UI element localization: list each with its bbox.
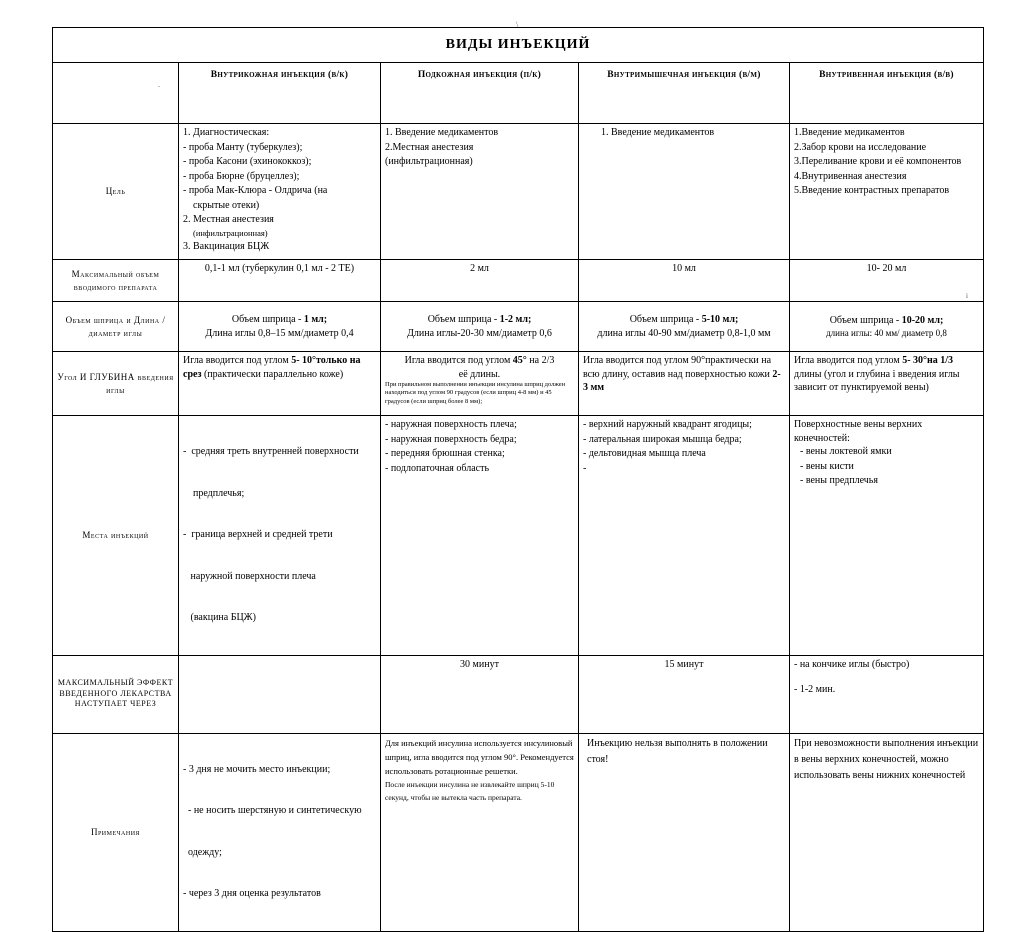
effect-intradermal <box>179 655 381 733</box>
list-item: - проба Бюрне (бруцеллез); <box>183 170 300 182</box>
angle-text: Игла вводится под углом 90°практически на всю длину, оставив над поверхностью кожи <box>583 355 773 380</box>
list-item: наружной поверхности плеча <box>183 570 316 582</box>
list-item: (вакцина БЦЖ) <box>183 612 256 623</box>
angle-value: 45° <box>512 355 527 366</box>
column-header: Внутримышечная инъекция (в/м) <box>579 63 790 124</box>
angle-text: на 2/3 <box>526 355 555 366</box>
angle-text: Игла вводится под углом <box>404 355 513 366</box>
list-item: 2. Местная анестезия <box>183 214 274 225</box>
angle-subcutaneous <box>381 352 579 416</box>
angle-intramuscular <box>579 352 790 416</box>
syringe-intramuscular <box>579 302 790 352</box>
needle-size: длина иглы 40-90 мм/диаметр 0,8-1,0 мм <box>597 327 771 339</box>
list-item: (инфильтрационная) <box>385 156 473 167</box>
notes-intravenous: При невозможности выполнения инъекции в вены верхних конечностей, можно использовать вены нижних конечностей <box>790 733 984 931</box>
needle-size: длина иглы: 40 мм/ диаметр 0,8 <box>826 328 947 339</box>
angle-value: 5- 30°на 1/3 <box>902 355 954 366</box>
syringe-volume-label: Объем шприца - <box>427 314 500 325</box>
list-item: - вены кисти <box>800 460 854 472</box>
row-label-goal: Цель <box>53 124 179 260</box>
list-item: - граница верхней и средней трети <box>183 529 333 540</box>
list-item: - 3 дня не мочить место инъекции; <box>183 763 331 775</box>
needle-size: Длина иглы 0,8–15 мм/диаметр 0,4 <box>205 327 354 339</box>
list-item: 5.Введение контрастных препаратов <box>794 185 950 196</box>
list-item: - вены предплечья <box>800 475 878 486</box>
effect-row <box>53 655 984 733</box>
effect-text: - 1-2 мин. <box>794 684 836 695</box>
column-header: Внутривенная инъекция (в/в) <box>790 63 984 124</box>
list-item: 1. Введение медикаментов <box>385 127 499 138</box>
angle-text: (практически параллельно коже) <box>201 368 344 380</box>
syringe-volume-label: Объем шприца - <box>231 314 304 325</box>
list-item: - латеральная широкая мышца бедра; <box>583 433 742 445</box>
syringe-volume-value: 5-10 мл; <box>701 314 739 325</box>
angle-value: 2-3 мм <box>583 368 781 393</box>
angle-row <box>53 352 984 416</box>
list-item: 2.Забор крови на исследование <box>794 141 927 153</box>
effect-intramuscular: 15 минут <box>579 655 790 733</box>
row-label-syringe: Объем шприца и Длина / диаметр иглы <box>53 302 179 352</box>
list-item: - верхний наружный квадрант ягодицы; <box>583 419 752 430</box>
notes-intradermal <box>179 733 381 931</box>
max-volume-row <box>53 260 984 302</box>
notes-intramuscular: Инъекцию нельзя выполнять в положении стоя! <box>579 733 790 931</box>
syringe-volume-value: 10-20 мл; <box>901 314 944 326</box>
list-item: - проба Касони (эхинококкоз); <box>183 156 312 167</box>
sites-intradermal <box>179 416 381 656</box>
list-item: - передняя брюшная стенка; <box>385 448 505 459</box>
effect-text: - на кончике иглы (быстро) <box>794 658 910 670</box>
list-item: 1.Введение медикаментов <box>794 127 905 138</box>
header-row <box>53 63 984 124</box>
syringe-volume-label: Объем шприца - <box>629 314 702 325</box>
effect-subcutaneous: 30 минут <box>381 655 579 733</box>
list-item: (инфильтрационная) <box>193 227 268 238</box>
notes-row <box>53 733 984 931</box>
sites-row <box>53 416 984 656</box>
angle-text: Игла вводится под углом <box>183 355 292 366</box>
header-empty-cell <box>53 63 179 124</box>
angle-value: 5- 10°только на срез <box>183 355 361 380</box>
insulin-angle-note: При правильном выполнении инъекции инсулина шприц должен находиться под углом 90 градусов (если шприц 4-8 мм) и 45 градусов (если шприц более 8 мм); <box>385 381 566 405</box>
stray-dot: . <box>158 80 160 89</box>
max-volume-intravenous: 10- 20 мл <box>790 260 984 302</box>
effect-intravenous <box>790 655 984 733</box>
list-item: - вены локтевой ямки <box>800 446 892 457</box>
list-item: - проба Манту (туберкулез); <box>183 141 303 153</box>
needle-size: Длина иглы-20-30 мм/диаметр 0,6 <box>407 327 552 339</box>
row-label-effect: МАКСИМАЛЬНЫЙ ЭФФЕКТ ВВЕДЕННОГО ЛЕКАРСТВА НАСТУПАЕТ ЧЕРЕЗ <box>53 655 179 733</box>
page-title: ВИДЫ ИНЪЕКЦИЙ <box>53 28 984 63</box>
goal-subcutaneous <box>381 124 579 260</box>
list-item: 1. Диагностическая: <box>183 127 270 138</box>
sites-intro: Поверхностные вены верхних конечностей: <box>794 419 923 444</box>
list-item: - наружная поверхность плеча; <box>385 419 517 430</box>
note-text: Для инъекций инсулина используется инсулиновый шприц, игла вводится под углом 90°. Рекомендуется использовать ротационные решетки. <box>385 737 574 777</box>
list-item: 3. Вакцинация БЦЖ <box>183 240 270 252</box>
syringe-intradermal <box>179 302 381 352</box>
injections-table <box>52 27 984 932</box>
row-label-notes: Примечания <box>53 733 179 931</box>
list-item: - наружная поверхность бедра; <box>385 433 517 445</box>
max-volume-subcutaneous: 2 мл <box>381 260 579 302</box>
sites-intravenous <box>790 416 984 656</box>
list-item: - дельтовидная мышца плеча <box>583 448 706 459</box>
row-label-max-volume: Максимальный объем вводимого препарата <box>53 260 179 302</box>
angle-text: длины (угол и глубина і введения иглы зависит от пунктируемой вены) <box>794 368 960 393</box>
list-item: - средняя треть внутренней поверхности <box>183 446 359 457</box>
syringe-subcutaneous <box>381 302 579 352</box>
note-text: После инъекции инсулина не извлекайте шприц 5-10 секунд, чтобы не вытекла часть препарата. <box>385 779 555 802</box>
syringe-intravenous <box>790 302 984 352</box>
angle-text: её длины. <box>458 368 501 380</box>
list-item: 2.Местная анестезия <box>385 141 474 153</box>
list-item: - проба Мак-Клюра - Олдрича (на <box>183 185 328 196</box>
goal-row <box>53 124 984 260</box>
syringe-row <box>53 302 984 352</box>
angle-text: Игла вводится под углом <box>794 355 903 366</box>
list-item: 1. Введение медикаментов <box>601 127 715 138</box>
list-item: 4.Внутривенная анестезия <box>794 170 907 182</box>
list-item: одежду; <box>183 846 222 858</box>
list-item: - подлопаточная область <box>385 462 490 474</box>
column-header: Подкожная инъекция (п/к) <box>381 63 579 124</box>
stray-dot: i <box>966 292 968 300</box>
goal-intradermal <box>179 124 381 260</box>
sites-intramuscular <box>579 416 790 656</box>
goal-intravenous <box>790 124 984 260</box>
list-item: - <box>583 462 587 474</box>
list-item: предплечья; <box>183 487 245 499</box>
title-row <box>53 28 984 63</box>
goal-intramuscular <box>579 124 790 260</box>
row-label-angle: Угол И ГЛУБИНА введения иглы <box>53 352 179 416</box>
stray-mark: \ <box>516 20 519 30</box>
syringe-volume-label: Объем шприца - <box>829 314 902 326</box>
max-volume-intramuscular: 10 мл <box>579 260 790 302</box>
row-label-sites: Места инъекций <box>53 416 179 656</box>
column-header: Внутрикожная инъекция (в/к) <box>179 63 381 124</box>
notes-subcutaneous <box>381 733 579 931</box>
angle-intravenous <box>790 352 984 416</box>
list-item: - через 3 дня оценка результатов <box>183 888 321 899</box>
syringe-volume-value: 1 мл; <box>303 314 328 325</box>
list-item: скрытые отеки) <box>193 199 260 211</box>
list-item: 3.Переливание крови и её компонентов <box>794 156 962 167</box>
syringe-volume-value: 1-2 мл; <box>499 314 532 325</box>
list-item: - не носить шерстяную и синтетическую <box>183 805 362 816</box>
max-volume-intradermal: 0,1-1 мл (туберкулин 0,1 мл - 2 ТЕ) <box>179 260 381 302</box>
sites-subcutaneous <box>381 416 579 656</box>
angle-intradermal <box>179 352 381 416</box>
